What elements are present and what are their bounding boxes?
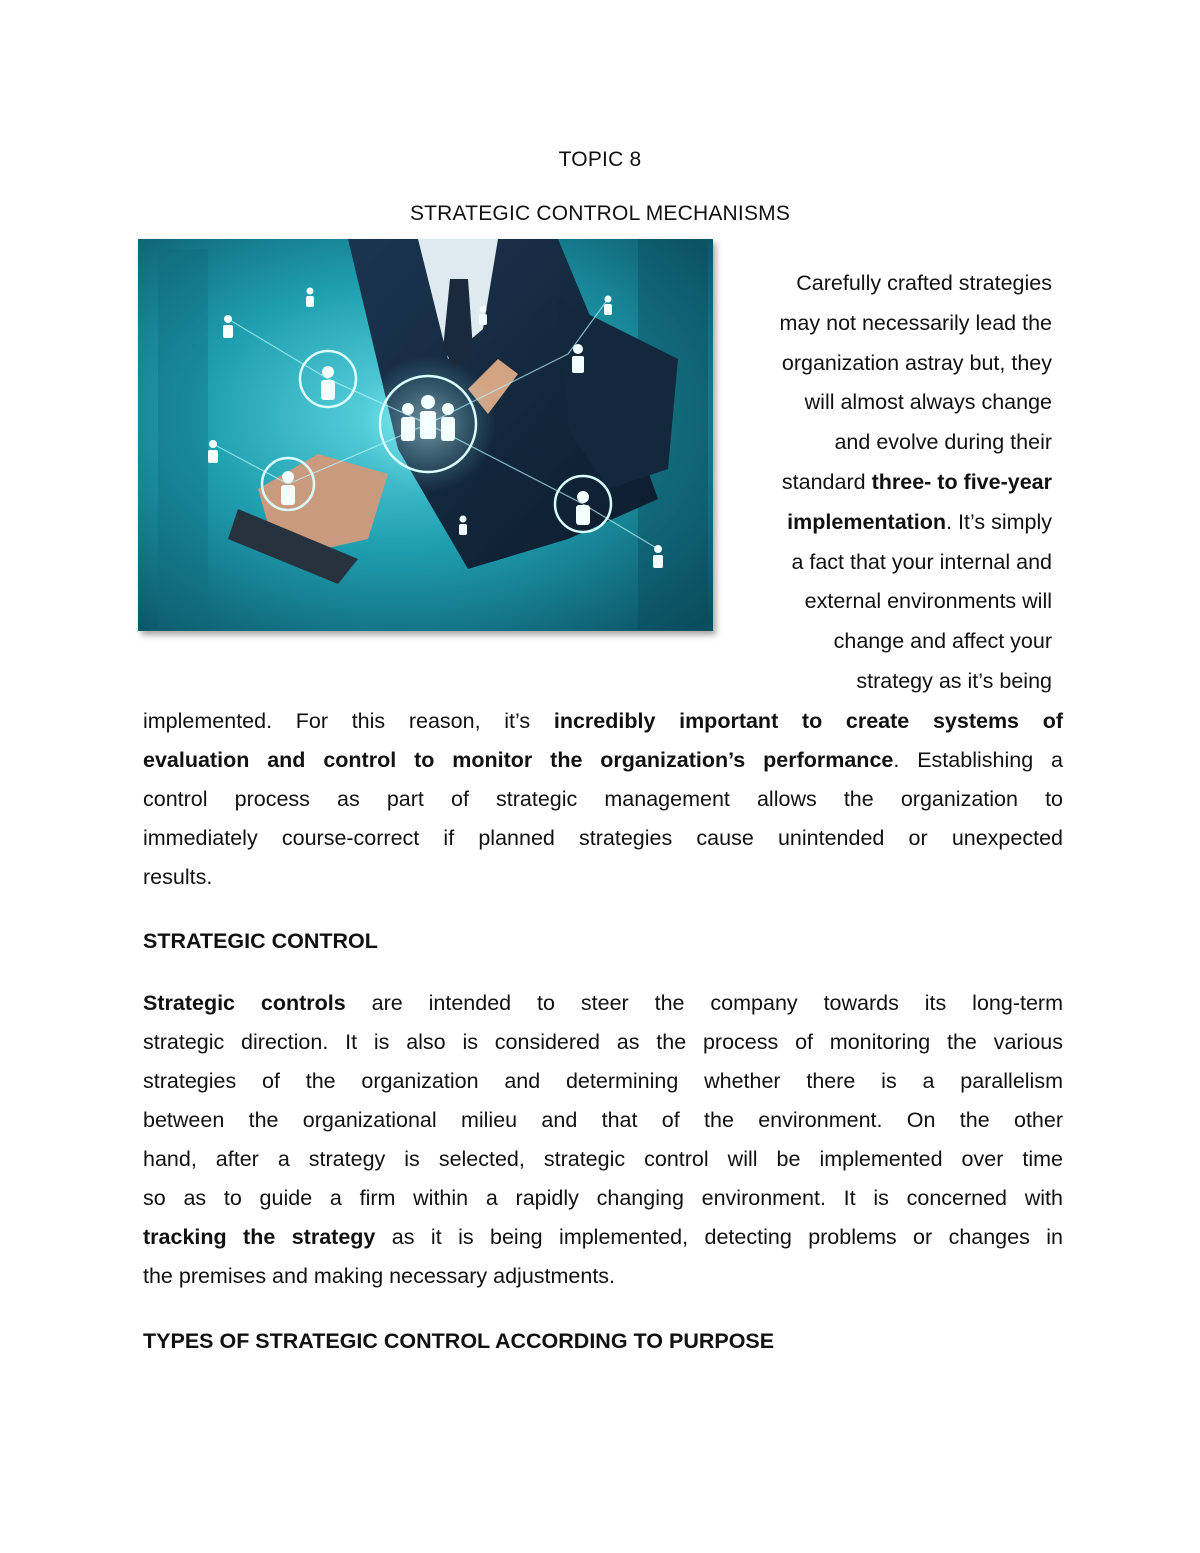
para-emphasis: tracking the strategy bbox=[143, 1225, 376, 1249]
topic-number: TOPIC 8 bbox=[558, 148, 642, 171]
paragraph-line bbox=[143, 702, 1063, 741]
business-network-people-icon bbox=[138, 239, 713, 631]
para-text: are intended to steer the company towards its long-term bbox=[345, 991, 1063, 1015]
paragraph-line bbox=[143, 741, 1063, 780]
paragraph-line: between the organizational milieu and that of the environment. On the other bbox=[143, 1108, 1063, 1132]
business-network-image bbox=[138, 239, 713, 631]
intro-wrapped-text bbox=[692, 264, 1052, 702]
section-heading-strategic-control: STRATEGIC CONTROL bbox=[143, 929, 378, 953]
intro-line: and evolve during their bbox=[834, 430, 1052, 455]
intro-emphasis: three- to five-year bbox=[871, 469, 1052, 494]
intro-line: change and affect your bbox=[833, 629, 1052, 654]
para-text: implemented. For this reason, it’s bbox=[143, 709, 554, 733]
intro-line: external environments will bbox=[804, 589, 1052, 614]
paragraph-line: strategies of the organization and determining whether there is a parallelism bbox=[143, 1069, 1063, 1093]
intro-text: . It’s simply bbox=[946, 509, 1052, 534]
paragraph-line: immediately course-correct if planned strategies cause unintended or unexpected bbox=[143, 826, 1063, 850]
intro-line: may not necessarily lead the bbox=[779, 310, 1052, 335]
paragraph-line: strategic direction. It is also is considered as the process of monitoring the various bbox=[143, 1030, 1063, 1054]
intro-line: Carefully crafted strategies bbox=[796, 271, 1052, 295]
section-heading-types: TYPES OF STRATEGIC CONTROL ACCORDING TO PURPOSE bbox=[143, 1329, 775, 1353]
paragraph-line: results. bbox=[143, 865, 213, 889]
intro-paragraph bbox=[143, 702, 1063, 897]
intro-line bbox=[692, 503, 1052, 543]
paragraph-line bbox=[143, 1218, 1063, 1257]
intro-text: standard bbox=[781, 469, 872, 494]
intro-line: a fact that your internal and bbox=[791, 549, 1052, 574]
intro-line: will almost always change bbox=[804, 390, 1052, 415]
paragraph-line: so as to guide a firm within a rapidly changing environment. It is concerned with bbox=[143, 1186, 1063, 1210]
paragraph-line: control process as part of strategic management allows the organization to bbox=[143, 787, 1063, 811]
intro-line bbox=[692, 463, 1052, 503]
paragraph-line: the premises and making necessary adjustments. bbox=[143, 1264, 616, 1288]
para-emphasis: incredibly important to create systems of bbox=[553, 709, 1063, 733]
para-text: as it is being implemented, detecting problems or changes in bbox=[375, 1225, 1063, 1249]
para-emphasis: evaluation and control to monitor the organization’s performance bbox=[143, 748, 894, 772]
para-text: . Establishing a bbox=[893, 748, 1063, 772]
intro-line: organization astray but, they bbox=[781, 350, 1052, 375]
intro-emphasis: implementation bbox=[787, 509, 947, 534]
paragraph-line: hand, after a strategy is selected, strategic control will be implemented over time bbox=[143, 1147, 1063, 1171]
strategic-control-paragraph bbox=[143, 984, 1063, 1296]
page-title: STRATEGIC CONTROL MECHANISMS bbox=[409, 202, 791, 225]
paragraph-line bbox=[143, 984, 1063, 1023]
intro-line: strategy as it’s being bbox=[856, 668, 1052, 693]
para-emphasis: Strategic controls bbox=[143, 991, 346, 1015]
